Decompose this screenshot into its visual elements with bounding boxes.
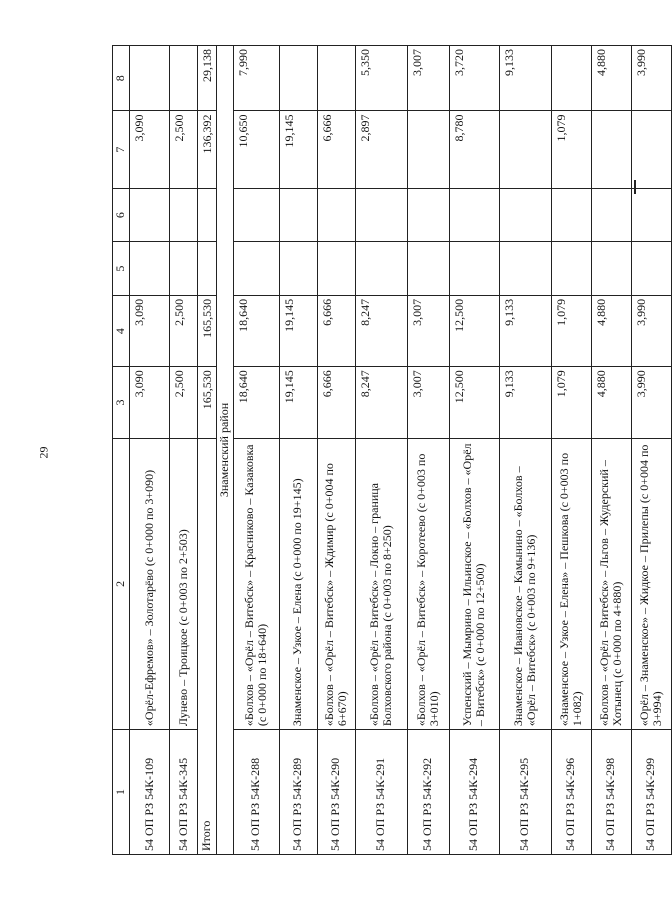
value-cell [130, 188, 170, 242]
table-row [355, 46, 407, 855]
value-cell: 3,007 [407, 295, 449, 366]
header-cell: 1 [113, 730, 130, 855]
value-cell: 1,079 [551, 367, 591, 438]
value-cell: 6,666 [317, 367, 355, 438]
header-cell: 6 [113, 188, 130, 242]
value-cell [130, 242, 170, 296]
value-cell: 3,090 [130, 295, 170, 366]
value-cell: 9,133 [499, 367, 551, 438]
total-value-cell: 29,138 [198, 46, 217, 111]
table-row [233, 46, 279, 855]
value-cell: 2,500 [170, 111, 198, 188]
road-code-cell: 54 ОП РЗ 54К-295 [499, 730, 551, 855]
value-cell [499, 188, 551, 242]
header-cell: 4 [113, 295, 130, 366]
value-cell: 5,350 [355, 46, 407, 111]
value-cell: 19,145 [279, 295, 317, 366]
value-cell [130, 46, 170, 111]
table-row [631, 46, 671, 855]
value-cell [407, 111, 449, 188]
value-cell [499, 111, 551, 188]
road-name-cell: «Болхов – «Орёл – Витебск» – Коротеево (с 0+003 по 3+010) [407, 438, 449, 729]
value-cell [170, 46, 198, 111]
value-cell: 4,880 [591, 46, 631, 111]
header-cell: 8 [113, 46, 130, 111]
value-cell [591, 188, 631, 242]
value-cell [279, 46, 317, 111]
value-cell: 9,133 [499, 295, 551, 366]
road-code-cell: 54 ОП РЗ 54К-289 [279, 730, 317, 855]
table-row [499, 46, 551, 855]
value-cell: 2,897 [355, 111, 407, 188]
road-name-cell: Лунево – Троицкое (с 0+003 по 2+503) [170, 438, 198, 729]
value-cell [591, 111, 631, 188]
value-cell: 19,145 [279, 367, 317, 438]
value-cell: 3,990 [631, 367, 671, 438]
road-name-cell: «Орёл-Ефремов» – Золотарёво (с 0+000 по 3+090) [130, 438, 170, 729]
roads-table [112, 45, 672, 855]
value-cell [551, 46, 591, 111]
header-cell: 2 [113, 438, 130, 729]
road-code-cell: 54 ОП РЗ 54К-109 [130, 730, 170, 855]
section-title-cell: Знаменский район [216, 46, 233, 855]
header-cell: 7 [113, 111, 130, 188]
value-cell [279, 188, 317, 242]
value-cell: 6,666 [317, 111, 355, 188]
value-cell: 3,007 [407, 367, 449, 438]
value-cell: 7,990 [233, 46, 279, 111]
value-cell [279, 242, 317, 296]
value-cell: 3,990 [631, 46, 671, 111]
value-cell [355, 242, 407, 296]
road-name-cell: Знаменское – Ивановское – Камынино – «Болхов – «Орёл – Витебск» (с 0+003 по 9+136) [499, 438, 551, 729]
value-cell [499, 242, 551, 296]
value-cell [631, 242, 671, 296]
road-name-cell: «Орёл – Знаменское» – Жидкое – Прилепы (с 0+004 по 3+994) [631, 438, 671, 729]
road-code-cell: 54 ОП РЗ 54К-345 [170, 730, 198, 855]
value-cell: 18,640 [233, 367, 279, 438]
value-cell [317, 242, 355, 296]
value-cell [233, 242, 279, 296]
road-code-cell: 54 ОП РЗ 54К-292 [407, 730, 449, 855]
value-cell [551, 242, 591, 296]
table-row [130, 46, 170, 855]
table-row [551, 46, 591, 855]
value-cell: 2,500 [170, 295, 198, 366]
road-name-cell: Успенский – Мымрино – Ильинское – «Болхов – «Орёл – Витебск» (с 0+000 по 12+500) [449, 438, 499, 729]
value-cell: 1,079 [551, 295, 591, 366]
table-row [170, 46, 198, 855]
road-name-cell: «Болхов – «Орёл – Витебск» – Локно – граница Болховского района (с 0+003 по 8+250) [355, 438, 407, 729]
value-cell [631, 111, 671, 188]
road-code-cell: 54 ОП РЗ 54К-299 [631, 730, 671, 855]
value-cell: 12,500 [449, 295, 499, 366]
total-value-cell: 165,530 [198, 295, 217, 366]
total-value-cell [198, 242, 217, 296]
value-cell: 1,079 [551, 111, 591, 188]
value-cell: 8,780 [449, 111, 499, 188]
total-label-cell: Итого [198, 438, 217, 854]
value-cell [551, 188, 591, 242]
road-name-cell: Знаменское – Узкое – Елена (с 0+000 по 19+145) [279, 438, 317, 729]
value-cell: 8,247 [355, 295, 407, 366]
value-cell [591, 242, 631, 296]
value-cell [407, 188, 449, 242]
rotated-table-container [112, 45, 665, 855]
value-cell: 9,133 [499, 46, 551, 111]
header-cell: 5 [113, 242, 130, 296]
value-cell [170, 242, 198, 296]
value-cell [631, 188, 671, 242]
total-value-cell: 136,392 [198, 111, 217, 188]
header-row [113, 46, 130, 855]
value-cell [317, 188, 355, 242]
value-cell: 3,007 [407, 46, 449, 111]
road-code-cell: 54 ОП РЗ 54К-291 [355, 730, 407, 855]
value-cell [355, 188, 407, 242]
value-cell: 19,145 [279, 111, 317, 188]
value-cell: 6,666 [317, 295, 355, 366]
value-cell: 3,720 [449, 46, 499, 111]
total-value-cell [198, 188, 217, 242]
value-cell: 3,990 [631, 295, 671, 366]
value-cell: 8,247 [355, 367, 407, 438]
table-row [279, 46, 317, 855]
value-cell: 2,500 [170, 367, 198, 438]
road-name-cell: «Болхов – «Орёл – Витебск» – Ждимир (с 0+004 по 6+670) [317, 438, 355, 729]
road-code-cell: 54 ОП РЗ 54К-288 [233, 730, 279, 855]
value-cell [233, 188, 279, 242]
road-name-cell: «Знаменское – Узкое – Елена» – Пешкова (с 0+003 по 1+082) [551, 438, 591, 729]
table-row [449, 46, 499, 855]
value-cell: 12,500 [449, 367, 499, 438]
road-name-cell: «Болхов – «Орёл – Витебск» – Льгов – Жудерский – Хотынец (с 0+000 по 4+880) [591, 438, 631, 729]
road-code-cell: 54 ОП РЗ 54К-290 [317, 730, 355, 855]
value-cell [449, 188, 499, 242]
value-cell: 4,880 [591, 367, 631, 438]
value-cell [170, 188, 198, 242]
value-cell [317, 46, 355, 111]
value-cell: 3,090 [130, 367, 170, 438]
value-cell [449, 242, 499, 296]
header-cell: 3 [113, 367, 130, 438]
table-row [591, 46, 631, 855]
page-number: 29 [36, 446, 51, 459]
value-cell: 3,090 [130, 111, 170, 188]
road-code-cell: 54 ОП РЗ 54К-294 [449, 730, 499, 855]
value-cell: 18,640 [233, 295, 279, 366]
road-code-cell: 54 ОП РЗ 54К-298 [591, 730, 631, 855]
road-name-cell: «Болхов – «Орёл – Витебск» – Красниково – Казаковка (с 0+000 по 18+640) [233, 438, 279, 729]
table-row [407, 46, 449, 855]
table-row [317, 46, 355, 855]
total-value-cell: 165,530 [198, 367, 217, 438]
section-row [216, 46, 233, 855]
road-code-cell: 54 ОП РЗ 54К-296 [551, 730, 591, 855]
value-cell: 4,880 [591, 295, 631, 366]
value-cell: 10,650 [233, 111, 279, 188]
total-row [198, 46, 217, 855]
value-cell [407, 242, 449, 296]
